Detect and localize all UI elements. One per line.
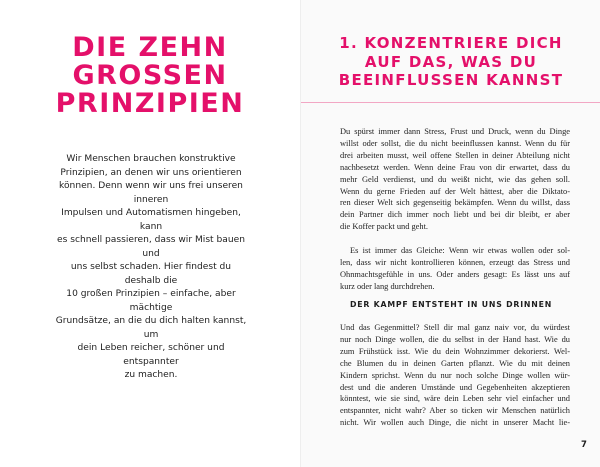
page-number: 7 [581,440,587,450]
intro-line: Grundsätze, an die du dich halten kannst, um [55,316,247,340]
body-line: willst oder sollst, die du nicht beeinflussen kannst. Wenn du für [340,138,570,148]
body-line: mehr Geld verdienst, und du weißt nicht, wie das gehen soll. [340,174,570,184]
chapter-title-line: AUF DAS, WAS DU [364,52,538,71]
body-line: Und das Gegenmittel? Stell dir mal ganz naiv vor, du würdest [340,323,570,332]
intro-line: dein Leben reicher, schöner und entspannter [77,343,225,367]
body-line: nachbesetzt werden. Wenn deine Frau von dir erwartet, dass du [340,162,570,172]
body-paragraph-1 [340,126,570,233]
body-line: Wenn du gerne Frieden auf der Welt hättest, aber die Diktato- [340,186,570,196]
body-line: nur noch Dinge wollen, die du selbst in der Hand hast. Wie du [340,334,570,344]
intro-line: Wir Menschen brauchen konstruktive [66,154,236,164]
right-page [300,0,600,467]
intro-paragraph [52,153,250,383]
left-title-line: PRINZIPIEN [55,88,245,119]
body-line: Kindern sprichst. Wenn du nur noch solche Dinge wollen wür- [340,370,570,380]
left-title-line: DIE ZEHN [72,32,228,63]
body-line: drei arbeiten musst, weil offene Stellen in deiner Abteilung nicht [340,150,570,160]
intro-line: zu machen. [124,370,178,380]
intro-line: können. Denn wenn wir uns frei unseren inneren [59,181,243,205]
body-line: kurz oder lang durchdrehen. [340,281,435,291]
left-page-title [40,34,260,118]
left-title-line: GROSSEN [72,60,228,91]
body-line: Ohnmachtsgefühle in uns. Oder anders gesagt: Es lässt uns auf [340,269,570,279]
body-line: Du spürst immer dann Stress, Frust und Druck, wenn du Dinge [340,127,570,136]
body-line: len, dass wir nicht kontrollieren können, erzeugt das Stress und [340,257,570,267]
title-divider [301,102,600,103]
intro-line: 10 großen Prinzipien – einfache, aber mächtige [66,289,236,313]
body-line: ren dieser Welt sich gegenseitig bekämpfen. Wenn du willst, dass [340,198,570,208]
intro-line: Prinzipien, an denen wir uns orientieren [60,167,242,178]
body-line: nicht. Wir wollen auch Dinge, die nicht in unserer Macht lie- [340,418,570,428]
body-line: che Blumen du in deinen Garten pflanzt. Wie du mit deinen [340,358,570,368]
body-line: die Koffer packt und geht. [340,222,428,232]
chapter-title [301,34,600,90]
body-line: dein Partner dich immer noch liebt und bei dir bleibt, er aber [340,210,570,220]
body-line: dest und die anderen Umstände und Gegebenheiten akzeptieren [340,382,570,392]
intro-line: es schnell passieren, dass wir Mist bauen und [57,235,245,259]
intro-line: uns selbst schaden. Hier findest du deshalb die [70,262,232,286]
body-paragraph-3 [340,322,570,429]
chapter-title-line: 1. KONZENTRIERE DICH [339,34,563,52]
body-paragraph-2 [340,245,570,293]
body-line: könntest, wie sie sind, wäre dein Leben sehr viel einfacher und [340,394,570,404]
chapter-title-line: BEEINFLUSSEN KANNST [338,71,564,89]
intro-line: Impulsen und Automatismen hingeben, kann [61,208,241,232]
body-line: Es ist immer das Gleiche: Wenn wir etwas wollen oder sol- [350,246,570,255]
body-line: entspannter, nicht wahr? Aber so ticken wir Menschen natürlich [340,406,570,416]
section-subheading: DER KAMPF ENTSTEHT IN UNS DRINNEN [349,300,553,309]
body-line: zum Frühstück isst. Wie du dein Wohnzimmer dekorierst. Wel- [340,346,570,356]
